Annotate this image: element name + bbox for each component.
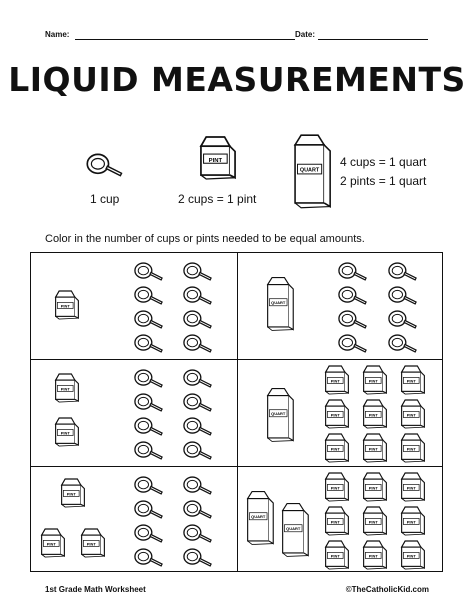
cup-icon[interactable] [388,285,418,306]
problem-cell-3pints-to-cups[interactable] [31,467,237,573]
name-label: Name: [45,30,70,39]
problem-grid [30,252,443,572]
pint-carton-text: PINT [406,485,416,491]
quart-icon [265,275,295,333]
pint-icon[interactable] [399,432,427,464]
pint-carton-text: PINT [60,386,70,392]
cup-icon[interactable] [134,368,164,389]
pint-carton-text: PINT [406,446,416,452]
date-label: Date: [295,30,316,39]
cup-icon[interactable] [338,285,368,306]
cup-icon[interactable] [183,523,213,544]
pint-carton-text: PINT [406,519,416,525]
date-field[interactable] [318,39,428,40]
pint-carton-text: PINT [368,378,378,384]
name-field[interactable] [75,39,295,40]
pint-icon[interactable] [399,505,427,537]
cup-icon[interactable] [134,523,164,544]
cup-icon[interactable] [183,547,213,568]
page-title: LIQUID MEASUREMENTS [8,60,466,99]
quart-carton-text: QUART [271,411,286,416]
cup-icon[interactable] [183,368,213,389]
pint-carton-text: PINT [368,446,378,452]
pint-carton-text: PINT [86,541,96,547]
pint-icon[interactable] [399,471,427,503]
pint-carton-text: PINT [406,412,416,418]
cup-icon[interactable] [338,309,368,330]
cup-icon[interactable] [134,261,164,282]
cup-icon[interactable] [338,261,368,282]
quart-label-1: 4 cups = 1 quart [340,155,427,169]
cup-icon[interactable] [134,416,164,437]
pint-carton-text: PINT [368,519,378,525]
pint-carton-text: PINT [368,412,378,418]
pint-icon[interactable] [59,477,87,509]
pint-icon[interactable] [323,505,351,537]
cup-icon[interactable] [183,285,213,306]
cup-icon [85,152,125,178]
pint-icon[interactable] [399,539,427,571]
quart-carton-text: QUART [299,167,320,174]
pint-icon[interactable] [323,539,351,571]
pint-carton-text: PINT [330,485,340,491]
cup-icon[interactable] [338,333,368,354]
cup-icon[interactable] [183,309,213,330]
quart-carton-text: QUART [251,514,266,519]
quart-icon [265,386,295,444]
pint-carton-text: PINT [330,519,340,525]
pint-icon[interactable] [39,527,67,559]
pint-carton-text: PINT [368,485,378,491]
pint-icon[interactable] [323,398,351,430]
cup-icon[interactable] [183,392,213,413]
pint-icon[interactable] [323,432,351,464]
pint-icon[interactable] [53,372,81,404]
pint-label: 2 cups = 1 pint [178,192,257,206]
quart-carton-text: QUART [271,300,286,305]
cup-icon[interactable] [134,475,164,496]
cup-icon[interactable] [134,309,164,330]
cup-icon[interactable] [388,333,418,354]
cup-icon[interactable] [183,440,213,461]
quart-carton-text: QUART [286,526,301,531]
pint-icon[interactable] [361,539,389,571]
quart-label-2: 2 pints = 1 quart [340,174,427,188]
pint-carton-text: PINT [46,541,56,547]
pint-carton-text: PINT [208,157,223,164]
pint-icon[interactable] [53,289,81,321]
cup-label: 1 cup [90,192,120,206]
pint-icon[interactable] [323,364,351,396]
pint-carton-text: PINT [330,553,340,559]
footer-right: ©TheCatholicKid.com [345,585,429,594]
pint-carton-text: PINT [368,553,378,559]
pint-carton-text: PINT [330,378,340,384]
pint-icon[interactable] [361,364,389,396]
cup-icon[interactable] [134,499,164,520]
measurement-key [0,130,474,210]
cup-icon[interactable] [388,261,418,282]
pint-icon[interactable] [399,364,427,396]
pint-carton-text: PINT [60,303,70,309]
pint-icon[interactable] [399,398,427,430]
problem-cell-2pints-to-cups[interactable] [31,360,237,466]
pint-carton-icon [197,134,239,182]
pint-icon[interactable] [361,398,389,430]
cup-icon[interactable] [134,333,164,354]
problem-cell-pint-to-cups[interactable] [31,253,237,359]
pint-icon[interactable] [79,527,107,559]
quart-carton-icon [290,134,334,209]
problem-cell-2quarts-to-pints[interactable] [238,467,444,573]
pint-icon[interactable] [361,432,389,464]
pint-icon[interactable] [361,505,389,537]
pint-carton-text: PINT [66,491,76,497]
cup-icon[interactable] [183,416,213,437]
pint-carton-text: PINT [330,446,340,452]
problem-cell-quart-to-cups[interactable] [238,253,444,359]
cup-icon[interactable] [183,475,213,496]
header [45,30,429,44]
pint-icon[interactable] [53,416,81,448]
cup-icon[interactable] [134,547,164,568]
pint-carton-text: PINT [330,412,340,418]
cup-icon[interactable] [183,261,213,282]
cup-icon[interactable] [134,285,164,306]
instructions: Color in the number of cups or pints needed to be equal amounts. [45,233,365,245]
pint-icon[interactable] [323,471,351,503]
footer-left: 1st Grade Math Worksheet [45,585,146,594]
cup-icon[interactable] [134,440,164,461]
quart-icon [245,489,275,547]
quart-icon [280,501,310,559]
cup-icon[interactable] [134,392,164,413]
pint-icon[interactable] [361,471,389,503]
cup-icon[interactable] [183,499,213,520]
problem-cell-quart-to-pints[interactable] [238,360,444,466]
pint-carton-text: PINT [406,553,416,559]
cup-icon[interactable] [183,333,213,354]
pint-carton-text: PINT [406,378,416,384]
cup-icon[interactable] [388,309,418,330]
pint-carton-text: PINT [60,430,70,436]
